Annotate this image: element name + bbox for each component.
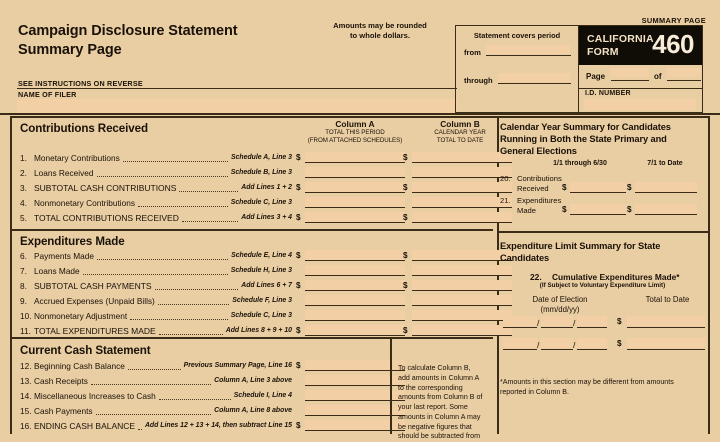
expenditure-limit-heading-l2: Candidates <box>500 253 550 264</box>
expenditures-line-6-amount-a[interactable] <box>305 250 405 260</box>
expenditures-line-11-rule-a <box>305 335 405 336</box>
expenditures-line-7-rule-b <box>412 275 512 276</box>
expenditures-line-11-dollar-a: $ <box>296 326 301 335</box>
through-date-input[interactable] <box>498 73 570 82</box>
election-date-row-1-slash-1: / <box>537 318 540 328</box>
expenditures-line-9-amount-b[interactable] <box>412 295 512 305</box>
footnote-line2: reported in Column B. <box>500 387 570 396</box>
page-title-line2: Summary Page <box>18 42 122 59</box>
contributions-line-1-rule-b <box>412 162 512 163</box>
cash-line-15-label: Cash Payments <box>34 406 93 416</box>
calendar-year-heading <box>500 121 700 157</box>
election-date-row-1-slash-2: / <box>573 318 576 328</box>
cumulative-total-row-2-input[interactable] <box>627 338 705 348</box>
expenditures-line-6-reference: Schedule E, Line 4 <box>231 252 292 259</box>
from-date-rule <box>486 55 571 56</box>
page-title <box>18 22 238 61</box>
contributions-line-1-number: 1. <box>20 153 27 163</box>
contributions-line-5-label: TOTAL CONTRIBUTIONS RECEIVED <box>34 213 179 223</box>
expenditures-line-9-rule-b <box>412 305 512 306</box>
expenditures-line-6-number: 6. <box>20 251 27 261</box>
expenditures-line-7-leader <box>83 274 228 275</box>
cash-line-13-label: Cash Receipts <box>34 376 88 386</box>
calendar-line-21-dollar-1: $ <box>562 205 567 214</box>
contributions-line-4-reference: Schedule C, Line 3 <box>230 199 292 206</box>
name-of-filer-label: NAME OF FILER <box>18 90 77 99</box>
page-total-input[interactable] <box>667 68 701 77</box>
calendar-year-bottom-rule <box>497 231 708 233</box>
election-date-row-1-rule-2 <box>541 327 573 328</box>
cumulative-total-row-1-input[interactable] <box>627 316 705 326</box>
expenditures-line-6-dollar-b: $ <box>403 251 408 260</box>
calendar-year-heading-l3: General Elections <box>500 146 577 157</box>
calendar-line-20-dollar-1: $ <box>562 183 567 192</box>
election-date-row-1-rule-1 <box>503 327 537 328</box>
expenditures-line-6-rule-a <box>305 260 405 261</box>
expenditures-line-9-label: Accrued Expenses (Unpaid Bills) <box>34 296 155 306</box>
rounding-note <box>300 21 460 42</box>
see-instructions-label: SEE INSTRUCTIONS ON REVERSE <box>18 79 143 88</box>
election-date-row-1-segment-3[interactable] <box>577 316 607 326</box>
line-22-sublabel: (If Subject to Voluntary Expenditure Limit) <box>539 282 666 289</box>
contributions-line-2-number: 2. <box>20 168 27 178</box>
expenditures-line-7-amount-a[interactable] <box>305 265 405 275</box>
form-identity-box <box>455 25 703 113</box>
calendar-period-2: 7/1 to Date <box>647 160 683 167</box>
through-label: through <box>464 76 493 85</box>
calendar-line-21-label <box>517 196 561 216</box>
expenditures-line-8-dollar-a: $ <box>296 281 301 290</box>
date-format-label: (mm/dd/yy) <box>540 305 580 315</box>
page-number-rule <box>611 80 649 81</box>
cumulative-total-row-2-dollar: $ <box>617 339 622 348</box>
contributions-line-2-rule-a <box>305 177 405 178</box>
expenditures-line-7-amount-b[interactable] <box>412 265 512 275</box>
contributions-line-4-amount-a[interactable] <box>305 197 405 207</box>
column-a-header <box>295 119 415 145</box>
contributions-line-3-dollar-b: $ <box>403 183 408 192</box>
calendar-year-heading-l2: Running in Both the State Primary and <box>500 134 667 145</box>
form-number-box <box>579 26 702 112</box>
calendar-line-21-rule-2 <box>635 214 697 215</box>
summary-page-label: SUMMARY PAGE <box>641 16 706 25</box>
expenditure-limit-heading <box>500 240 705 264</box>
contributions-line-5-rule-b <box>412 222 512 223</box>
cash-line-16-reference: Add Lines 12 + 13 + 14, then subtract Line 15 <box>144 422 292 429</box>
date-of-election-header <box>505 295 615 315</box>
of-label: of <box>654 72 662 81</box>
contributions-line-4-rule-b <box>412 207 512 208</box>
page-number-input[interactable] <box>611 68 649 77</box>
calendar-label-l2: Received <box>517 183 549 193</box>
form-banner <box>579 26 702 65</box>
cash-line-12-label: Beginning Cash Balance <box>34 361 125 371</box>
expenditures-line-11-dollar-b: $ <box>403 326 408 335</box>
election-date-row-2-rule-3 <box>577 349 607 350</box>
expenditure-limit-heading-l1: Expenditure Limit Summary for State <box>500 241 661 251</box>
form-number: 460 <box>652 29 694 59</box>
statement-period-box <box>456 26 579 112</box>
calendar-line-20-label <box>517 174 562 194</box>
contributions-line-5-dollar-a: $ <box>296 213 301 222</box>
calendar-label-l1: Contributions <box>517 174 562 183</box>
calendar-label-l2: Made <box>517 205 536 215</box>
id-number-input[interactable] <box>584 99 696 110</box>
contributions-line-1-dollar-a: $ <box>296 153 301 162</box>
calendar-line-20-input-1[interactable] <box>570 182 626 192</box>
california-label: CALIFORNIA <box>587 33 654 45</box>
expenditures-line-8-dollar-b: $ <box>403 281 408 290</box>
cash-line-12-dollar-a: $ <box>296 361 301 370</box>
contributions-line-5-rule-a <box>305 222 405 223</box>
page-total-rule <box>667 80 701 81</box>
contributions-line-2-rule-b <box>412 177 512 178</box>
calendar-line-21-input-1[interactable] <box>570 204 626 214</box>
id-number-label: I.D. NUMBER <box>585 90 631 97</box>
through-date-rule <box>498 83 571 84</box>
contributions-line-3-amount-a[interactable] <box>305 182 405 192</box>
cash-line-14-reference: Schedule I, Line 4 <box>233 392 292 399</box>
expenditures-line-11-reference: Add Lines 8 + 9 + 10 <box>225 327 292 334</box>
contributions-line-1-leader <box>123 161 228 162</box>
cash-line-13-number: 13. <box>20 376 32 386</box>
rounding-note-line2: to whole dollars. <box>350 31 410 41</box>
column-b-sub2: TOTAL TO DATE <box>436 136 484 144</box>
cash-line-14-label: Miscellaneous Increases to Cash <box>34 391 156 401</box>
expenditures-line-6-dollar-a: $ <box>296 251 301 260</box>
election-date-row-2-segment-3[interactable] <box>577 338 607 348</box>
expenditures-line-6-leader <box>97 259 228 260</box>
expenditures-line-8-amount-b[interactable] <box>412 280 512 290</box>
expenditures-line-11-leader <box>159 334 223 335</box>
column-a-sub1: TOTAL THIS PERIOD <box>325 129 385 136</box>
expenditures-line-10-rule-b <box>412 320 512 321</box>
expenditure-limit-footnote <box>500 378 710 397</box>
cash-line-13-leader <box>91 384 211 385</box>
contributions-line-3-leader <box>179 191 238 192</box>
column-a-title: Column A <box>335 119 375 129</box>
expenditures-line-7-reference: Schedule H, Line 3 <box>230 267 292 274</box>
calendar-line-20-number: 20. <box>500 174 511 183</box>
expenditures-line-10-number: 10. <box>20 311 32 321</box>
cash-line-16-number: 16. <box>20 421 32 431</box>
expenditures-line-11-number: 11. <box>20 326 31 336</box>
contributions-line-5-number: 5. <box>20 213 27 223</box>
calendar-line-21-number: 21. <box>500 196 511 205</box>
cumulative-total-row-2-rule <box>627 349 705 350</box>
expenditures-line-10-amount-b[interactable] <box>412 310 512 320</box>
form-banner-text <box>587 33 654 59</box>
expenditures-line-10-rule-a <box>305 320 405 321</box>
contributions-line-2-amount-a[interactable] <box>305 167 405 177</box>
calendar-line-20-rule-2 <box>635 192 697 193</box>
column-b-sub1: CALENDAR YEAR <box>434 129 486 136</box>
cash-line-12-leader <box>128 369 181 370</box>
column-b-note: To calculate Column B, add amounts in Column A to the corresponding amounts from Column B of your last report. Some amounts in Column A may be negative figures that should be subtracted from <box>398 364 483 441</box>
cash-statement-heading: Current Cash Statement <box>20 344 151 357</box>
contributions-line-1-rule-a <box>305 162 405 163</box>
calendar-line-20-rule-1 <box>570 192 626 193</box>
contributions-line-3-rule-b <box>412 192 512 193</box>
contributions-bottom-rule <box>12 229 493 231</box>
expenditures-line-8-leader <box>155 289 239 290</box>
expenditures-line-9-leader <box>158 304 229 305</box>
contributions-line-4-amount-b[interactable] <box>412 197 512 207</box>
cash-line-15-leader <box>96 414 212 415</box>
calendar-label-l1: Expenditures <box>517 196 562 205</box>
election-date-row-1-segment-2[interactable] <box>541 316 576 328</box>
election-date-row-2-rule-1 <box>503 349 537 350</box>
cash-line-15-number: 15. <box>20 406 32 416</box>
calendar-line-21-rule-1 <box>570 214 626 215</box>
covers-period-label: Statement covers period <box>473 31 561 40</box>
expenditures-line-10-leader <box>130 319 228 320</box>
contributions-line-5-amount-a[interactable] <box>305 212 405 222</box>
contributions-heading: Contributions Received <box>20 122 148 135</box>
contributions-line-5-leader <box>182 221 238 222</box>
line-22-label: Cumulative Expenditures Made* <box>552 272 680 282</box>
expenditures-line-6-label: Payments Made <box>34 251 94 261</box>
election-date-row-2-segment-2[interactable] <box>541 338 576 350</box>
expenditures-line-9-reference: Schedule F, Line 3 <box>232 297 292 304</box>
election-date-row-2-slash-1: / <box>537 340 540 350</box>
expenditures-line-7-number: 7. <box>20 266 27 276</box>
expenditures-line-6-amount-b[interactable] <box>412 250 512 260</box>
expenditures-line-11-amount-b[interactable] <box>412 325 512 335</box>
contributions-line-4-label: Nonmonetary Contributions <box>34 198 135 208</box>
calendar-line-20-input-2[interactable] <box>635 182 697 192</box>
contributions-line-2-amount-b[interactable] <box>412 167 512 177</box>
expenditures-line-8-number: 8. <box>20 281 27 291</box>
footnote-line1: *Amounts in this section may be different from amounts <box>500 378 674 386</box>
cash-line-16-label: ENDING CASH BALANCE <box>34 421 136 431</box>
expenditures-line-7-label: Loans Made <box>34 266 80 276</box>
contributions-line-5-dollar-b: $ <box>403 213 408 222</box>
contributions-line-5-amount-b[interactable] <box>412 212 512 222</box>
contributions-line-1-label: Monetary Contributions <box>34 153 120 163</box>
contributions-line-3-amount-b[interactable] <box>412 182 512 192</box>
calendar-year-heading-l1: Calendar Year Summary for Candidates <box>500 122 671 132</box>
expenditures-line-8-label: SUBTOTAL CASH PAYMENTS <box>34 281 152 291</box>
cumulative-total-row-1-rule <box>627 327 705 328</box>
expenditures-bottom-rule <box>12 337 493 339</box>
expenditures-line-9-rule-a <box>305 305 405 306</box>
expenditures-line-11-amount-a[interactable] <box>305 325 405 335</box>
expenditures-heading: Expenditures Made <box>20 235 125 248</box>
expenditures-line-6-rule-b <box>412 260 512 261</box>
cash-line-12-reference: Previous Summary Page, Line 16 <box>183 362 292 369</box>
election-date-row-2-rule-2 <box>541 349 573 350</box>
election-date-row-1-segment-1[interactable] <box>503 316 540 328</box>
contributions-line-5-reference: Add Lines 3 + 4 <box>241 214 292 221</box>
contributions-line-4-number: 4. <box>20 198 27 208</box>
contributions-line-3-rule-a <box>305 192 405 193</box>
rounding-note-line1: Amounts may be rounded <box>333 21 427 30</box>
election-date-row-2-slash-2: / <box>573 340 576 350</box>
cash-line-13-reference: Column A, Line 3 above <box>214 377 292 384</box>
expenditures-line-11-label: TOTAL EXPENDITURES MADE <box>34 326 156 336</box>
contributions-line-2-label: Loans Received <box>34 168 94 178</box>
contributions-line-4-rule-a <box>305 207 405 208</box>
divider-filer <box>0 113 720 115</box>
line-22-number: 22. <box>530 272 542 282</box>
page-title-line1: Campaign Disclosure Statement <box>18 23 238 39</box>
cash-line-15-reference: Column A, Line 8 above <box>214 407 292 414</box>
contributions-line-1-dollar-b: $ <box>403 153 408 162</box>
expenditures-line-8-reference: Add Lines 6 + 7 <box>241 282 292 289</box>
column-b-note-divider <box>390 339 392 434</box>
expenditures-line-8-amount-a[interactable] <box>305 280 405 290</box>
column-b-title: Column B <box>440 119 480 129</box>
cash-line-14-number: 14. <box>20 391 32 401</box>
cash-line-16-dollar-a: $ <box>296 421 301 430</box>
expenditures-line-10-label: Nonmonetary Adjustment <box>34 311 128 321</box>
contributions-line-1-reference: Schedule A, Line 3 <box>230 154 292 161</box>
cash-line-14-leader <box>159 399 231 400</box>
expenditures-line-9-number: 9. <box>20 296 27 306</box>
expenditures-line-9-amount-a[interactable] <box>305 295 405 305</box>
contributions-line-1-amount-a[interactable] <box>305 152 405 162</box>
divider-instructions <box>17 88 457 90</box>
expenditures-line-10-reference: Schedule C, Line 3 <box>230 312 292 319</box>
expenditures-line-8-rule-b <box>412 290 512 291</box>
election-date-row-1-rule-3 <box>577 327 607 328</box>
calendar-line-20-dollar-2: $ <box>627 183 632 192</box>
from-label: from <box>464 48 481 57</box>
election-date-row-2-segment-1[interactable] <box>503 338 540 350</box>
cash-line-16-leader <box>138 429 142 430</box>
calendar-line-21-input-2[interactable] <box>635 204 697 214</box>
expenditures-line-10-amount-a[interactable] <box>305 310 405 320</box>
expenditures-line-8-rule-a <box>305 290 405 291</box>
contributions-line-3-label: SUBTOTAL CASH CONTRIBUTIONS <box>34 183 177 193</box>
contributions-line-3-dollar-a: $ <box>296 183 301 192</box>
page-label: Page <box>586 72 606 81</box>
column-a-sub2: (FROM ATTACHED SCHEDULES) <box>307 136 403 144</box>
cumulative-total-row-1-dollar: $ <box>617 317 622 326</box>
total-to-date-header: Total to Date <box>645 295 690 304</box>
form-word-label: FORM <box>587 46 619 59</box>
page-number-row <box>579 65 702 89</box>
calendar-line-21-dollar-2: $ <box>627 205 632 214</box>
contributions-line-2-leader <box>97 176 228 177</box>
calendar-period-1: 1/1 through 6/30 <box>553 160 607 167</box>
expenditures-line-11-rule-b <box>412 335 512 336</box>
expenditures-line-7-rule-a <box>305 275 405 276</box>
date-of-election-label: Date of Election <box>532 295 588 304</box>
cash-line-12-number: 12. <box>20 361 32 371</box>
contributions-line-3-number: 3. <box>20 183 27 193</box>
contributions-line-2-reference: Schedule B, Line 3 <box>230 169 292 176</box>
contributions-line-4-leader <box>138 206 228 207</box>
contributions-line-3-reference: Add Lines 1 + 2 <box>241 184 292 191</box>
name-of-filer-input[interactable] <box>17 99 457 113</box>
contributions-line-1-amount-b[interactable] <box>412 152 512 162</box>
from-date-input[interactable] <box>486 45 570 54</box>
